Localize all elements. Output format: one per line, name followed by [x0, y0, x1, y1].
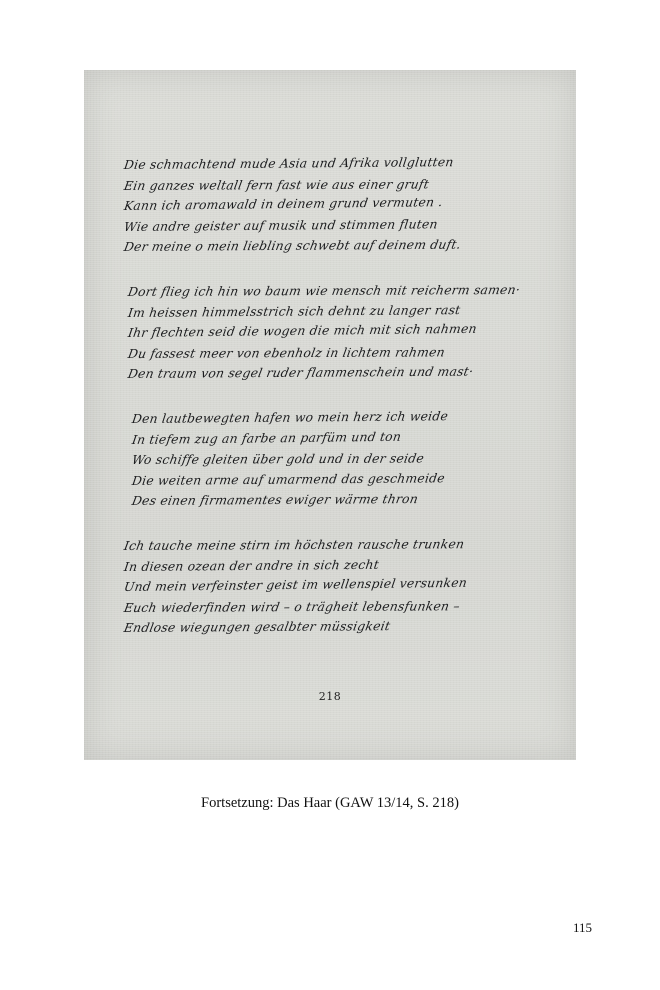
manuscript-line: Der meine o mein liebling schwebt auf deinem duft.: [122, 238, 463, 255]
manuscript-line: Wo schiffe gleiten über gold und in der seide: [130, 451, 426, 468]
stanza: [128, 282, 552, 385]
manuscript-line: Die schmachtend mude Asia und Afrika vollglutten: [123, 155, 455, 172]
manuscript-page-number: 218: [318, 690, 342, 703]
manuscript-line: Ihr flechten seid die wogen die mich mit sich nahmen: [127, 321, 478, 341]
stanza: [124, 536, 552, 639]
manuscript-line: Endlose wiegungen gesalbter müssigkeit: [122, 619, 392, 636]
manuscript-line: Und mein verfeinster geist im wellenspiel versunken: [123, 575, 469, 595]
manuscript-line: Wie andre geister auf musik und stimmen fluten: [123, 217, 439, 234]
manuscript-line: Den traum von segel ruder flammenschein und mast·: [126, 364, 475, 382]
manuscript-line: Des einen firmamentes ewiger wärme thron: [130, 492, 420, 509]
manuscript-line: Im heissen himmelsstrich sich dehnt zu langer rast: [127, 302, 462, 320]
manuscript-line: In diesen ozean der andre in sich zecht: [123, 557, 380, 574]
manuscript-line: Ein ganzes weltall fern fast wie aus einer gruft: [122, 176, 431, 193]
manuscript-facsimile: [84, 70, 576, 760]
page-folio-number: 115: [572, 920, 592, 935]
manuscript-text-block: [124, 155, 552, 663]
manuscript-line: Kann ich aromawald in deinem grund vermuten .: [123, 195, 444, 214]
manuscript-line: Dort flieg ich hin wo baum wie mensch mit reicherm samen·: [126, 282, 522, 299]
manuscript-line: Den lautbewegten hafen wo mein herz ich weide: [131, 409, 449, 426]
manuscript-line: Du fassest meer von ebenholz in lichtem rahmen: [126, 345, 447, 361]
stanza: [124, 155, 552, 258]
manuscript-line: Ich tauche meine stirn im höchsten rausche trunken: [122, 537, 466, 553]
figure-caption: Fortsetzung: Das Haar (GAW 13/14, S. 218): [201, 795, 459, 811]
manuscript-line: Euch wiederfinden wird – o trägheit lebensfunken –: [122, 598, 461, 615]
manuscript-line: Die weiten arme auf umarmend das geschmeide: [131, 470, 446, 488]
manuscript-line: In tiefem zug an farbe an parfüm und ton: [131, 429, 403, 447]
stanza: [132, 409, 552, 512]
